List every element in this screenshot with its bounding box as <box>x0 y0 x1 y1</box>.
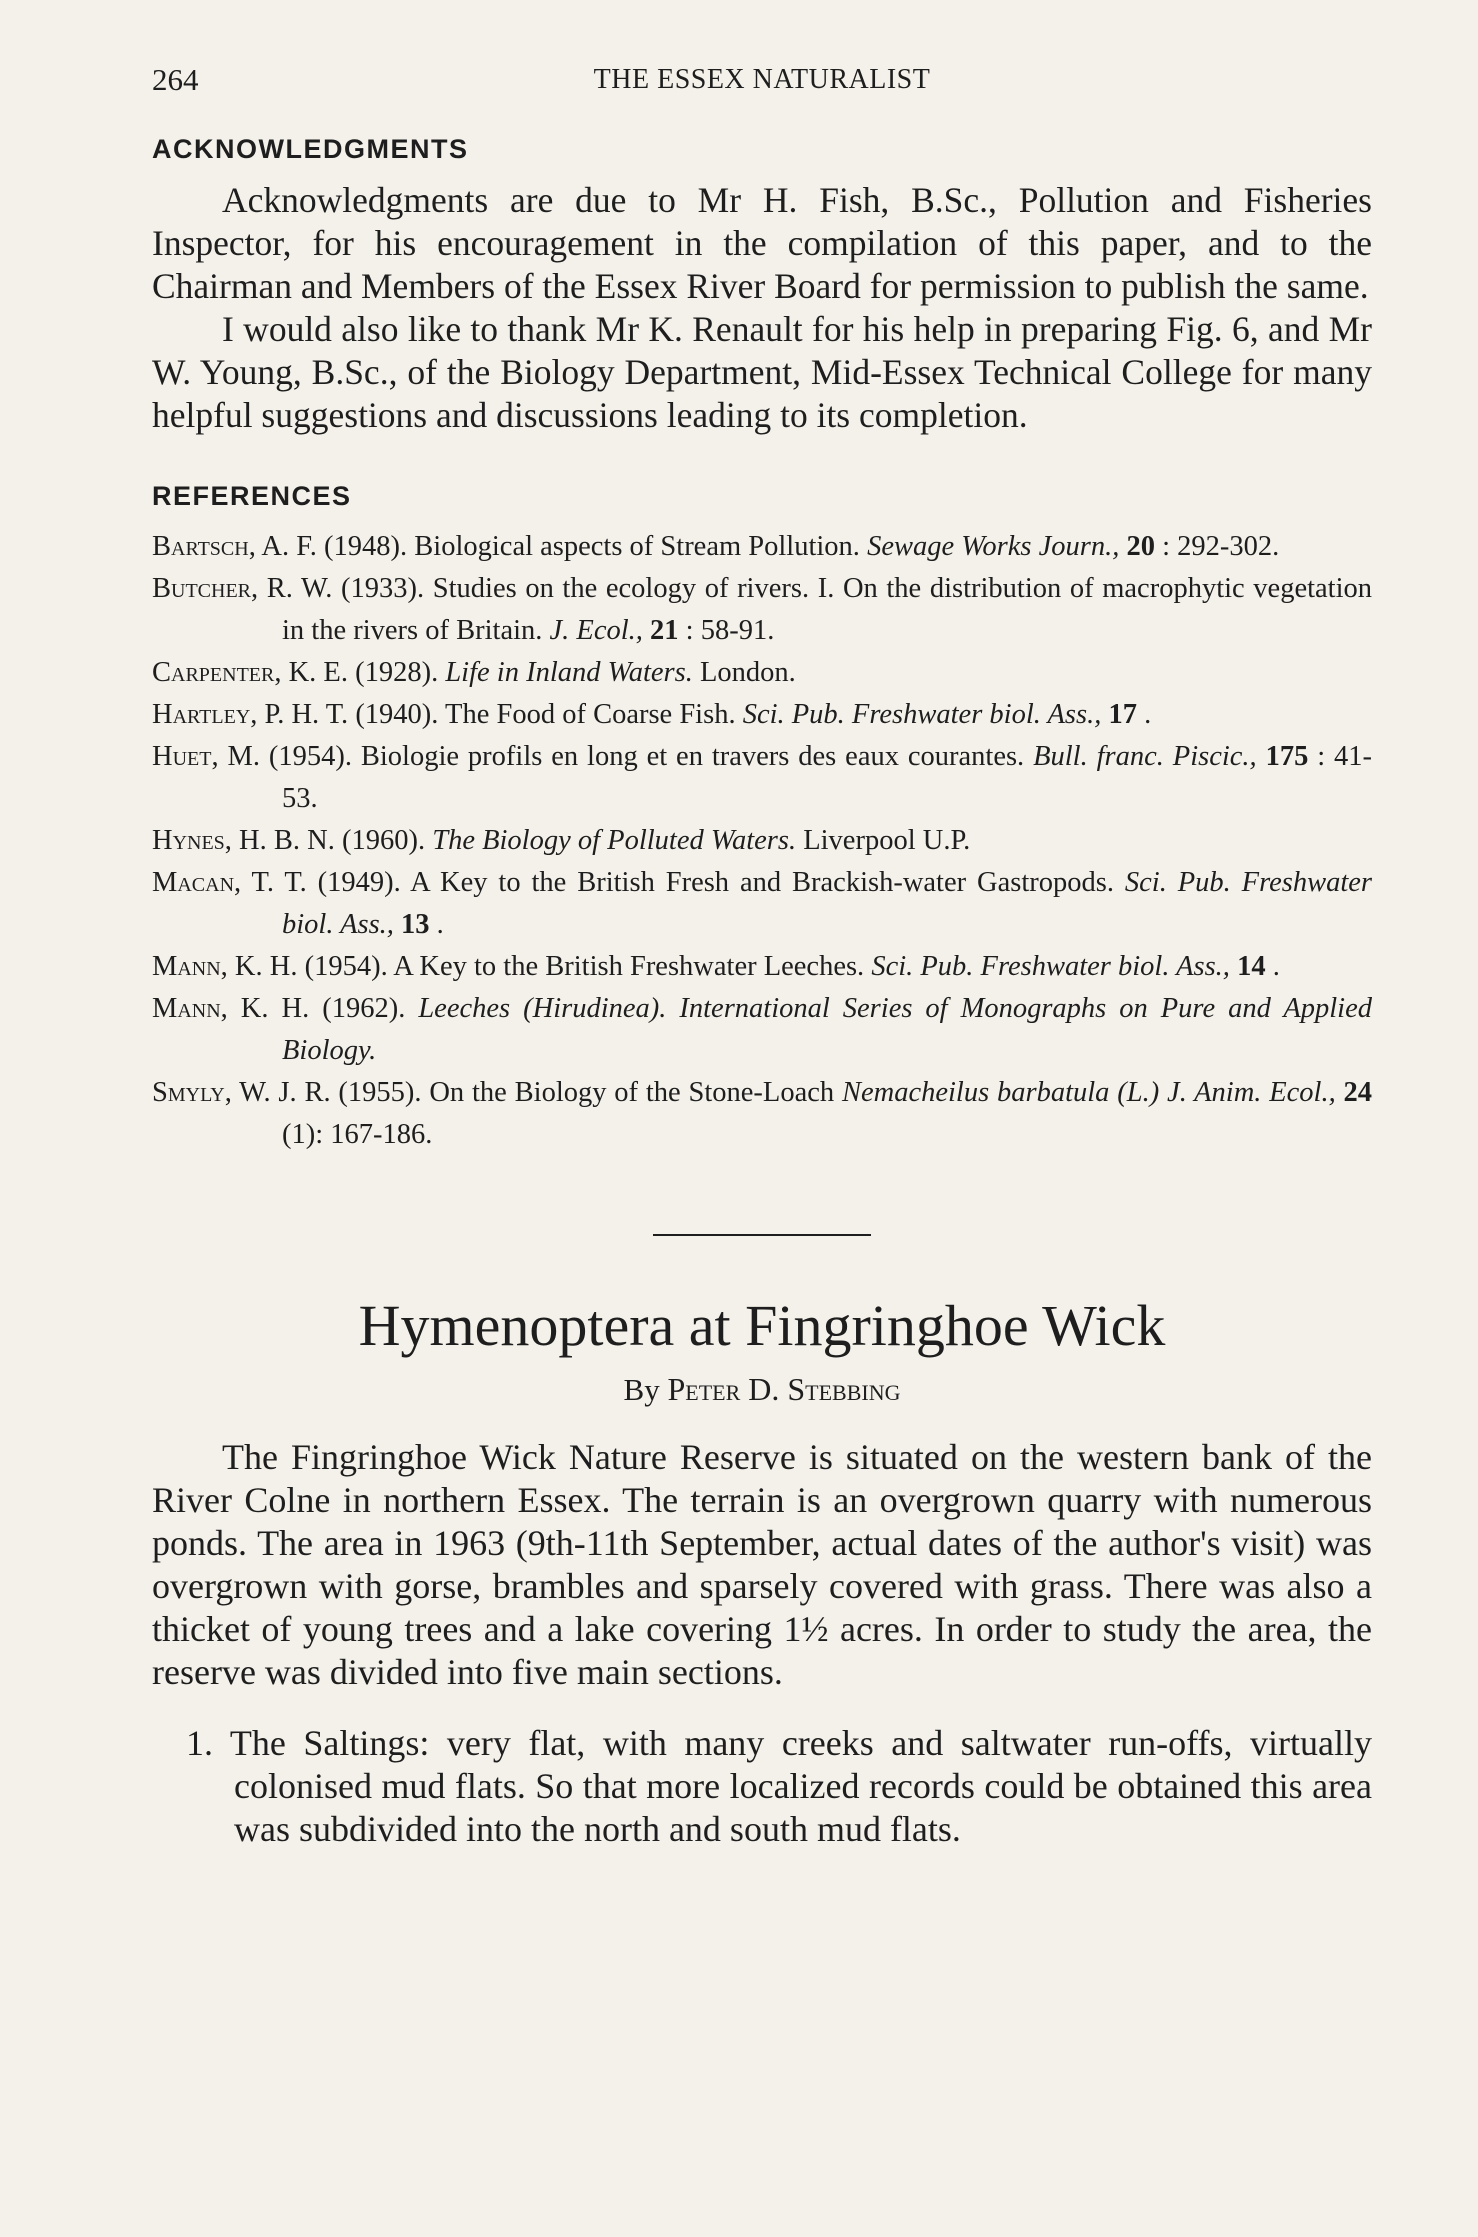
reference-author: Bartsch, A. F. <box>152 531 317 562</box>
reference-pages: . <box>1144 699 1152 730</box>
reference-source: The Biology of Polluted Waters. <box>432 825 797 856</box>
reference-pages: London. <box>700 657 796 688</box>
reference-author: Butcher, R. W. <box>152 573 333 604</box>
reference-title: Studies on the ecology of rivers. I. On the distribution of macrophytic vegetation in the rivers of Britain. <box>282 573 1373 646</box>
acknowledgments-heading: ACKNOWLEDGMENTS <box>152 134 469 164</box>
article-author: Peter D. Stebbing <box>667 1371 901 1407</box>
journal-title: THE ESSEX NATURALIST <box>593 64 931 95</box>
article-intro-paragraph: The Fingringhoe Wick Nature Reserve is situated on the western bank of the River Colne in northern Essex. The terrain is an overgrown quarry with numerous ponds. The area in 1963 (9th-11th September, actual dates of the author's visit) was overgrown with gorse, brambles and sparsely covered with grass. There was also a thicket of young trees and a lake covering 1½ acres. In order to study the area, the reserve was divided into five main sections. <box>152 1437 1372 1692</box>
reference-year: (1962). <box>322 993 406 1024</box>
reference-author: Huet, M. <box>152 741 260 772</box>
reference-title: A Key to the British Freshwater Leeches. <box>393 951 865 982</box>
reference-author: Carpenter, K. E. <box>152 657 348 688</box>
reference-volume: 20 <box>1126 531 1155 562</box>
reference-author: Mann, K. H. <box>152 993 310 1024</box>
reference-pages: : 58-91. <box>685 615 775 646</box>
reference-year: (1960). <box>341 825 426 856</box>
reference-entry <box>152 736 1372 820</box>
reference-entry <box>152 1072 1372 1156</box>
reference-title: On the Biology of the Stone-Loach <box>429 1077 835 1108</box>
reference-volume: 21 <box>650 615 679 646</box>
reference-volume: 14 <box>1237 951 1266 982</box>
reference-entry <box>152 988 1372 1072</box>
reference-source: Nemacheilus barbatula (L.) J. Anim. Ecol., <box>841 1077 1336 1108</box>
reference-author: Macan, T. T. <box>152 867 307 898</box>
reference-pages: . <box>436 909 444 940</box>
reference-entry <box>152 946 1372 988</box>
reference-entry <box>152 694 1372 736</box>
reference-volume: 24 <box>1343 1077 1373 1108</box>
reference-author: Smyly, W. J. R. <box>152 1077 331 1108</box>
acknowledgments-paragraph: Acknowledgments are due to Mr H. Fish, B.Sc., Pollution and Fisheries Inspector, for his encouragement in the compilation of this paper, and to the Chairman and Members of the Essex River Board for permission to publish the same. <box>152 180 1372 306</box>
reference-source: Sci. Pub. Freshwater biol. Ass., <box>742 699 1102 730</box>
reference-title: A Key to the British Fresh and Brackish-water Gastropods. <box>410 867 1114 898</box>
reference-author: Hynes, H. B. N. <box>152 825 335 856</box>
reference-year: (1928). <box>355 657 439 688</box>
reference-source: J. Ecol., <box>549 615 643 646</box>
running-head <box>152 62 1372 108</box>
reference-pages: . <box>1272 951 1280 982</box>
reference-volume: 13 <box>401 909 430 940</box>
reference-year: (1940). <box>355 699 439 730</box>
reference-year: (1955). <box>338 1077 422 1108</box>
reference-source: Leeches (Hirudinea). International Series of Monographs on Pure and Applied Biology. <box>282 993 1372 1066</box>
reference-pages: Liverpool U.P. <box>803 825 971 856</box>
acknowledgments-paragraph: I would also like to thank Mr K. Renault for his help in preparing Fig. 6, and Mr W. Young, B.Sc., of the Biology Department, Mid-Essex Technical College for many helpful suggestions and discussions leading to its completion. <box>152 309 1372 435</box>
reference-entry <box>152 652 1372 694</box>
reference-pages: : 292-302. <box>1162 531 1280 562</box>
reference-entry <box>152 526 1372 568</box>
reference-source: Sewage Works Journ., <box>867 531 1120 562</box>
reference-source: Sci. Pub. Freshwater biol. Ass., <box>282 867 1373 940</box>
article-title: Hymenoptera at Fingringhoe Wick <box>358 1293 1166 1358</box>
reference-pages: (1): 167-186. <box>282 1119 433 1150</box>
byline-prefix: By <box>623 1372 660 1407</box>
reference-entry <box>152 820 1372 862</box>
reference-year: (1954). <box>304 951 388 982</box>
section-divider <box>653 1234 871 1236</box>
reference-source: Life in Inland Waters. <box>445 657 693 688</box>
reference-volume: 175 <box>1265 741 1309 772</box>
references-heading: REFERENCES <box>152 481 352 511</box>
reference-entry <box>152 862 1372 946</box>
section-list-item: 1. The Saltings: very flat, with many creeks and saltwater run-offs, virtually colonised mud flats. So that more localized records could be obtained this area was subdivided into the north and south mud flats. <box>186 1723 1372 1849</box>
reference-source: Bull. franc. Piscic., <box>1033 741 1257 772</box>
reference-list <box>152 526 1372 1156</box>
reference-pages: : 41-53. <box>282 741 1373 814</box>
reference-title: Biological aspects of Stream Pollution. <box>414 531 860 562</box>
reference-year: (1954). <box>268 741 352 772</box>
reference-volume: 17 <box>1108 699 1137 730</box>
reference-title: The Food of Coarse Fish. <box>445 699 736 730</box>
reference-title: Biologie profils en long et en travers des eaux courantes. <box>360 741 1025 772</box>
reference-entry <box>152 568 1372 652</box>
reference-source: Sci. Pub. Freshwater biol. Ass., <box>871 951 1230 982</box>
reference-year: (1949). <box>317 867 401 898</box>
article-byline <box>152 1371 1372 1408</box>
reference-year: (1948). <box>324 531 408 562</box>
reference-author: Mann, K. H. <box>152 951 298 982</box>
reference-author: Hartley, P. H. T. <box>152 699 349 730</box>
reference-year: (1933). <box>341 573 425 604</box>
page-number: 264 <box>152 62 199 97</box>
